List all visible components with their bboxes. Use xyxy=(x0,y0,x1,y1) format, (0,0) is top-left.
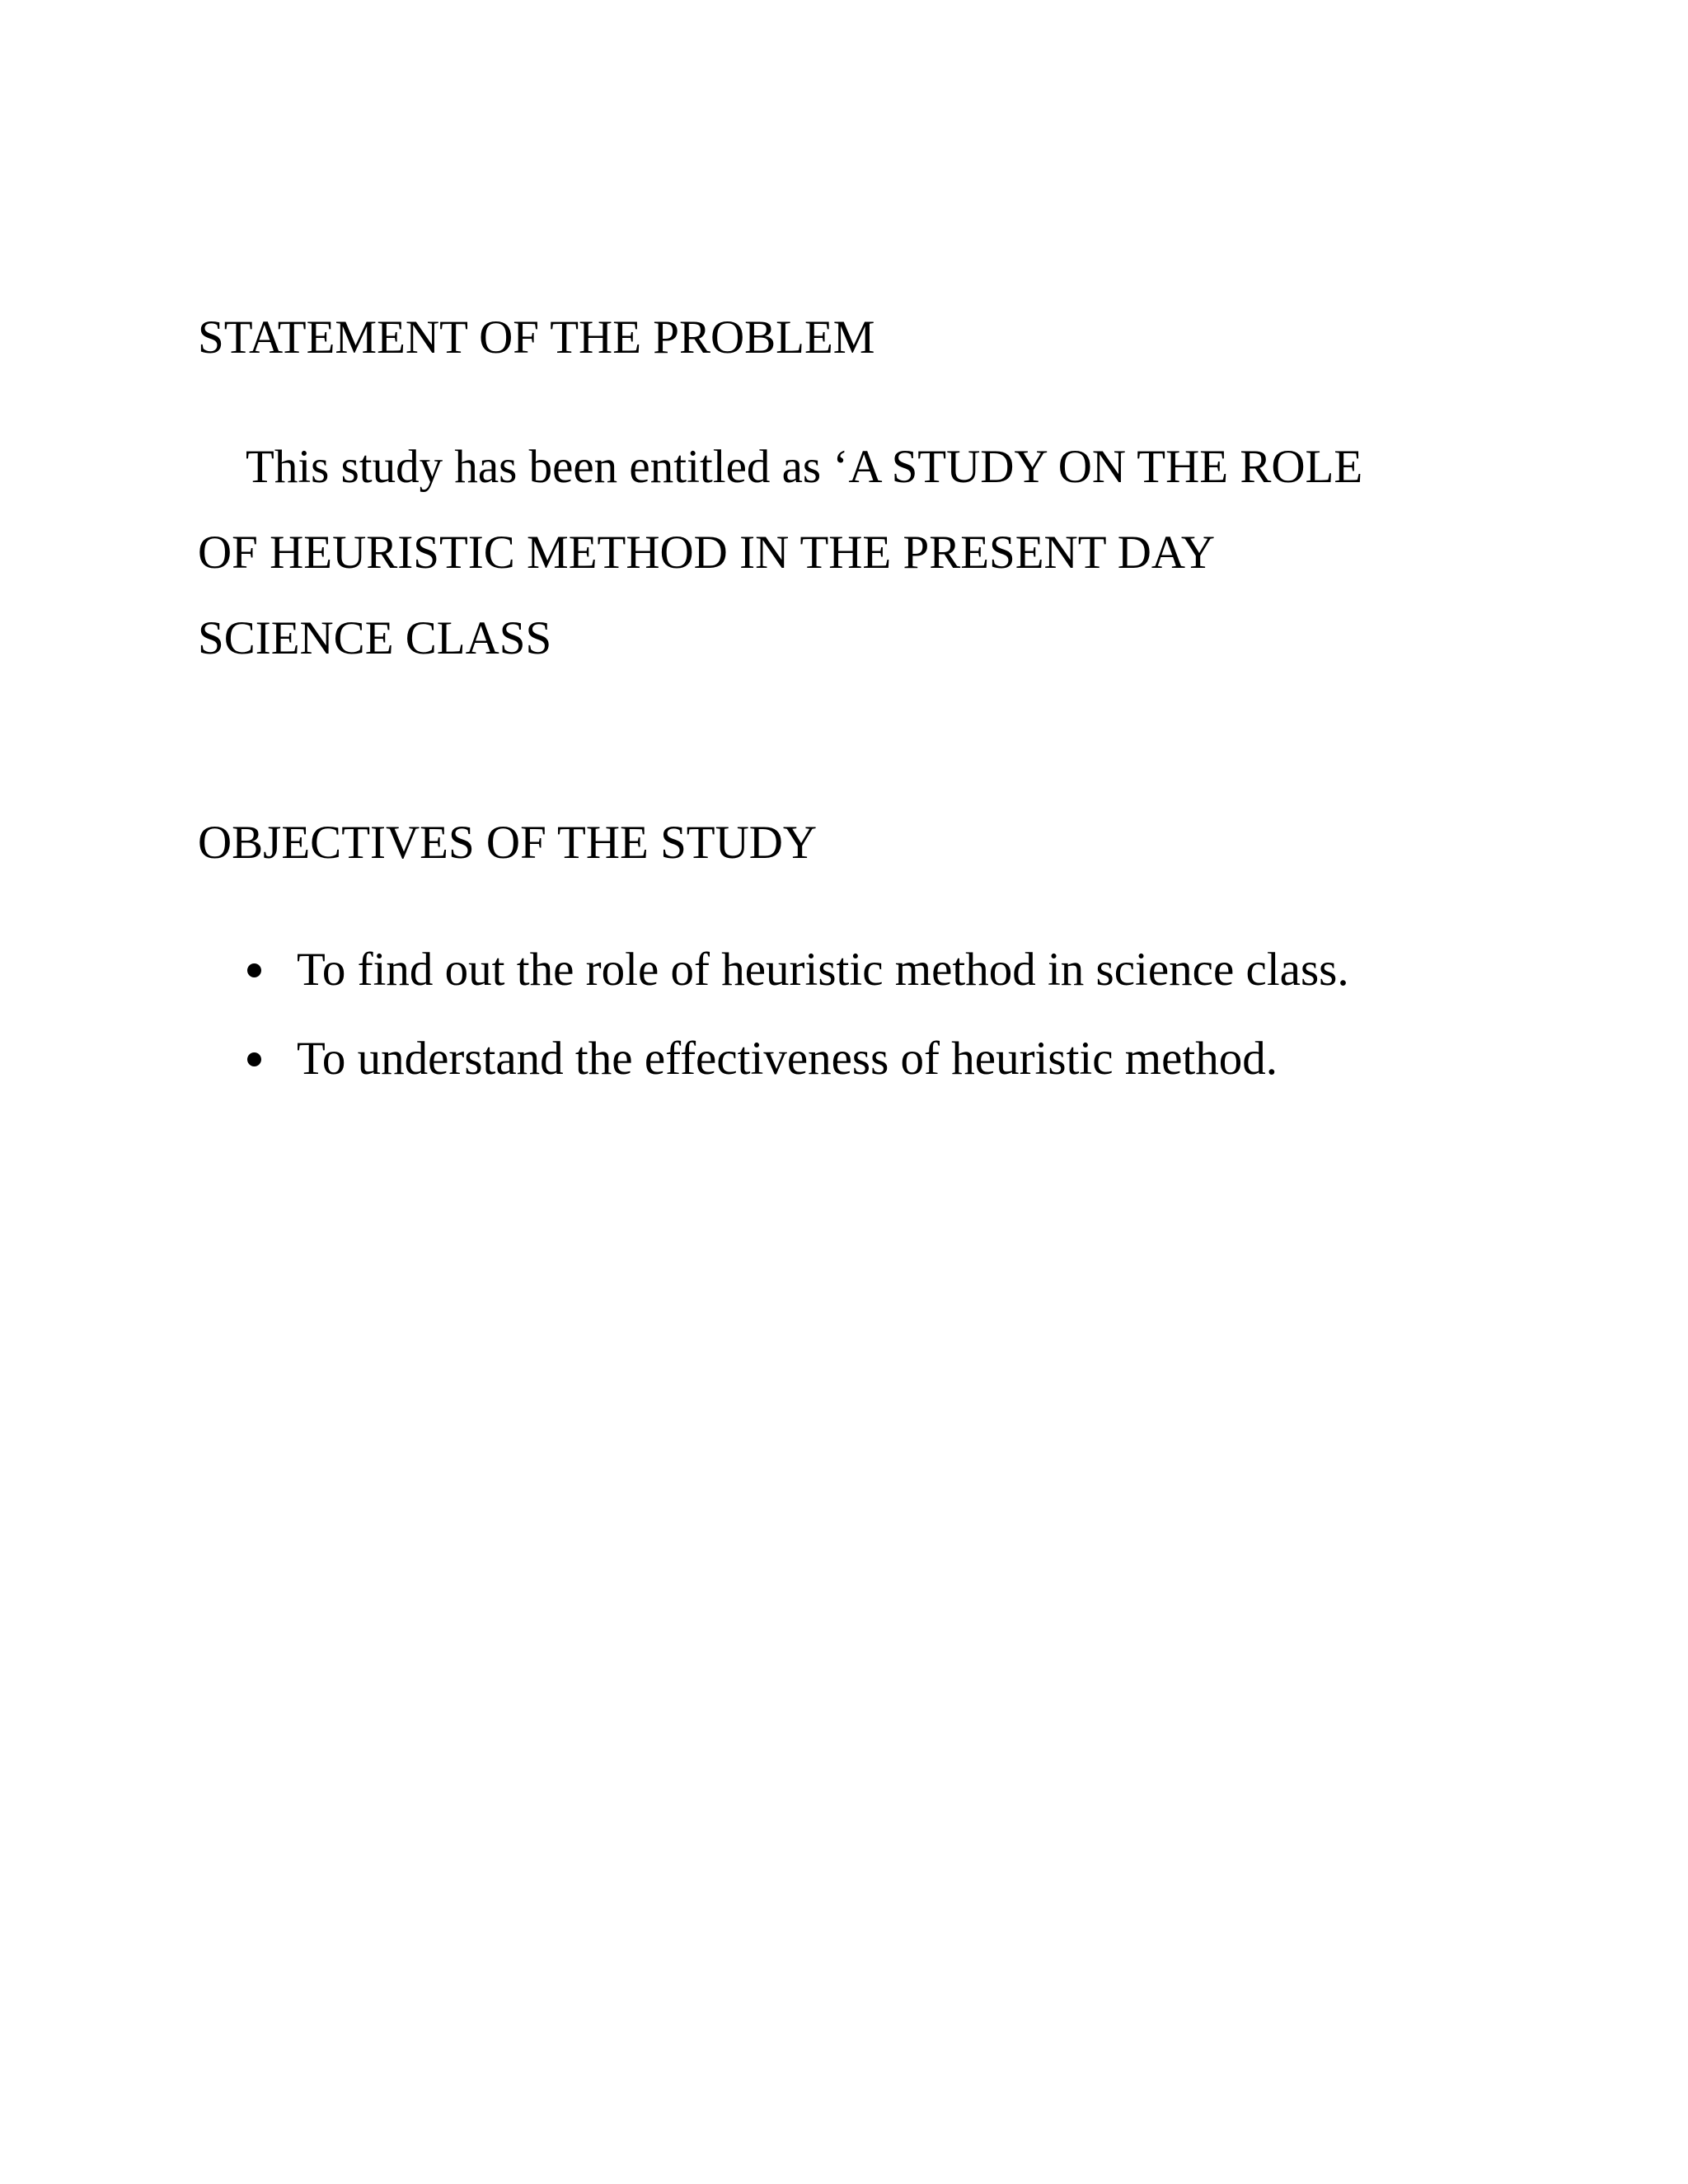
bullet-icon xyxy=(247,1052,261,1066)
list-item-text: To understand the effectiveness of heuristic method. xyxy=(297,1033,1278,1085)
statement-line: OF HEURISTIC METHOD IN THE PRESENT DAY xyxy=(198,527,1216,579)
bullet-icon xyxy=(247,963,261,977)
statement-line: SCIENCE CLASS xyxy=(198,612,552,664)
objectives-list xyxy=(247,926,1349,1104)
statement-line: This study has been entitled as ‘A STUDY ON THE ROLE xyxy=(246,441,1363,493)
statement-paragraph xyxy=(198,424,1484,682)
objectives-heading: OBJECTIVES OF THE STUDY xyxy=(198,817,818,869)
list-item xyxy=(247,1015,1349,1104)
statement-heading: STATEMENT OF THE PROBLEM xyxy=(198,312,875,363)
list-item-text: To find out the role of heuristic method in science class. xyxy=(297,944,1349,996)
list-item xyxy=(247,926,1349,1015)
